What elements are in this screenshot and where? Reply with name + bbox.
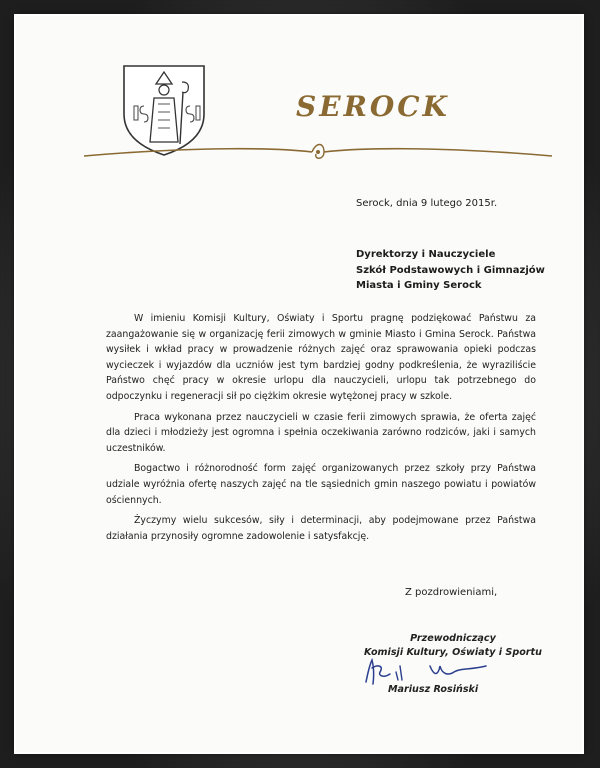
closing-salutation: Z pozdrowieniami,: [405, 587, 498, 598]
letter-date: Serock, dnia 9 lutego 2015r.: [356, 198, 498, 209]
recipient-line: Miasta i Gminy Serock: [356, 280, 482, 291]
signatory-title-line: Komisji Kultury, Oświaty i Sportu: [364, 647, 542, 658]
recipient-block: [356, 247, 576, 294]
letter-body: [106, 311, 536, 549]
signatory-title-line: Przewodniczący: [410, 633, 496, 644]
body-paragraph: Praca wykonana przez nauczycieli w czasie ferii zimowych sprawia, że oferta zajęć dla dzieci i młodzieży jest ogromna i spełnia oczekiwania zarówno rodziców, jaki i samych uczestników.: [106, 411, 536, 454]
recipient-line: Szkół Podstawowych i Gimnazjów: [356, 264, 545, 276]
ornamental-flourish-icon: [80, 136, 556, 166]
recipient-line: Dyrektorzy i Nauczyciele: [356, 249, 496, 260]
letterhead-town-name: SEROCK: [296, 90, 450, 123]
body-paragraph: Życzymy wielu sukcesów, siły i determinacji, aby podejmowane przez Państwa działania przynosiły ogromne zadowolenie i satysfakcję.: [106, 515, 536, 542]
signatory-name: Mariusz Rosiński: [388, 684, 479, 695]
letter-page: [16, 16, 582, 752]
body-paragraph: W imieniu Komisji Kultury, Oświaty i Sportu pragnę podziękować Państwu za zaangażowanie się w organizację ferii zimowych w gminie Miasto i Gmina Serock. Państwa wysiłek i wkład pracy w prowadzenie różnych zajęć oraz sprawowania opieki podczas wycieczek i wyjazdów dla uczniów jest tym bardziej godny podkreślenia, że wyraziliście Państwo chęć pracy w okresie urlopu dla nauczycieli, urlopu tak potrzebnego do odpoczynku i regeneracji sił po ciężkim okresie wytężonej pracy w szkole.: [106, 313, 536, 402]
body-paragraph: Bogactwo i różnorodność form zajęć organizowanych przez szkoły przy Państwa udziale wyróżnia ofertę naszych zajęć na tle sąsiednich gmin naszego powiatu i powiatów ościennych.: [106, 463, 536, 506]
